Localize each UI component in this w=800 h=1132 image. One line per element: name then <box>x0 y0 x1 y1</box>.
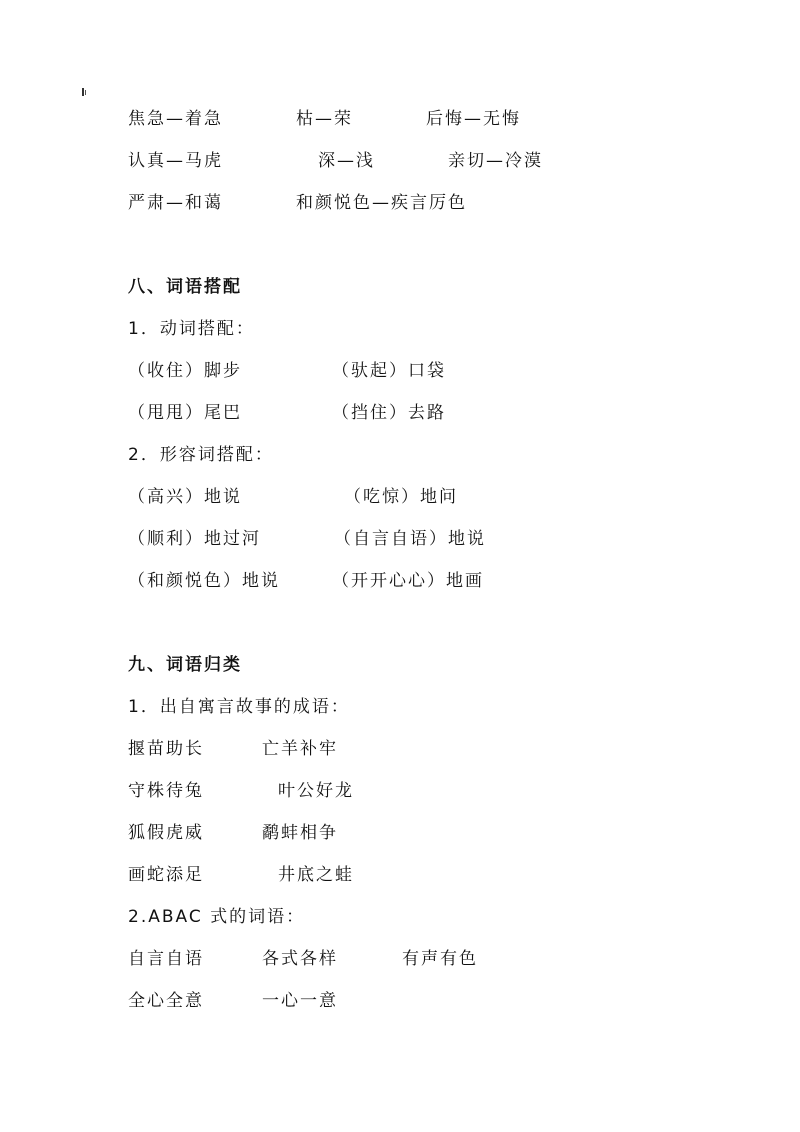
abac-item: 各式各样 <box>262 949 338 969</box>
antonym-pair: 焦急—着急 <box>128 109 223 129</box>
section-heading-word-collocation: 八、词语搭配 <box>128 277 242 297</box>
abac-item: 有声有色 <box>402 949 478 969</box>
idiom-item: 狐假虎威 <box>128 823 204 843</box>
idiom-item: 揠苗助长 <box>128 739 204 759</box>
antonym-pair: 认真—马虎 <box>128 151 223 171</box>
idiom-item: 亡羊补牢 <box>262 739 338 759</box>
page-corner-mark-detail <box>85 90 86 95</box>
abac-item: 全心全意 <box>128 991 204 1011</box>
collocation-item: （和颜悦色）地说 <box>128 571 280 591</box>
antonym-pair: 后悔—无悔 <box>426 109 521 129</box>
idiom-item: 画蛇添足 <box>128 865 204 885</box>
antonym-pair: 亲切—冷漠 <box>448 151 543 171</box>
section-heading-word-classification: 九、词语归类 <box>128 655 242 675</box>
page-corner-mark <box>82 88 84 96</box>
antonym-pair: 严肃—和蔼 <box>128 193 223 213</box>
collocation-item: （驮起）口袋 <box>332 361 446 381</box>
antonym-pair: 和颜悦色—疾言厉色 <box>296 193 467 213</box>
idiom-item: 守株待兔 <box>128 781 204 801</box>
collocation-item: （甩甩）尾巴 <box>128 403 242 423</box>
collocation-item: （吃惊）地问 <box>344 487 458 507</box>
collocation-item: （高兴）地说 <box>128 487 242 507</box>
collocation-item: （开开心心）地画 <box>332 571 484 591</box>
collocation-item: （收住）脚步 <box>128 361 242 381</box>
collocation-item: （自言自语）地说 <box>334 529 486 549</box>
abac-item: 一心一意 <box>262 991 338 1011</box>
subheading-fable-idioms: 1．出自寓言故事的成语： <box>128 697 350 717</box>
antonym-pair: 枯—荣 <box>296 109 353 129</box>
antonym-pair: 深—浅 <box>318 151 375 171</box>
idiom-item: 鹬蚌相争 <box>262 823 338 843</box>
abac-item: 自言自语 <box>128 949 204 969</box>
subheading-adjective-collocation: 2．形容词搭配： <box>128 445 274 465</box>
collocation-item: （挡住）去路 <box>332 403 446 423</box>
idiom-item: 井底之蛙 <box>278 865 354 885</box>
idiom-item: 叶公好龙 <box>278 781 354 801</box>
collocation-item: （顺利）地过河 <box>128 529 261 549</box>
subheading-abac-words: 2.ABAC 式的词语： <box>128 907 306 927</box>
subheading-verb-collocation: 1．动词搭配： <box>128 319 255 339</box>
